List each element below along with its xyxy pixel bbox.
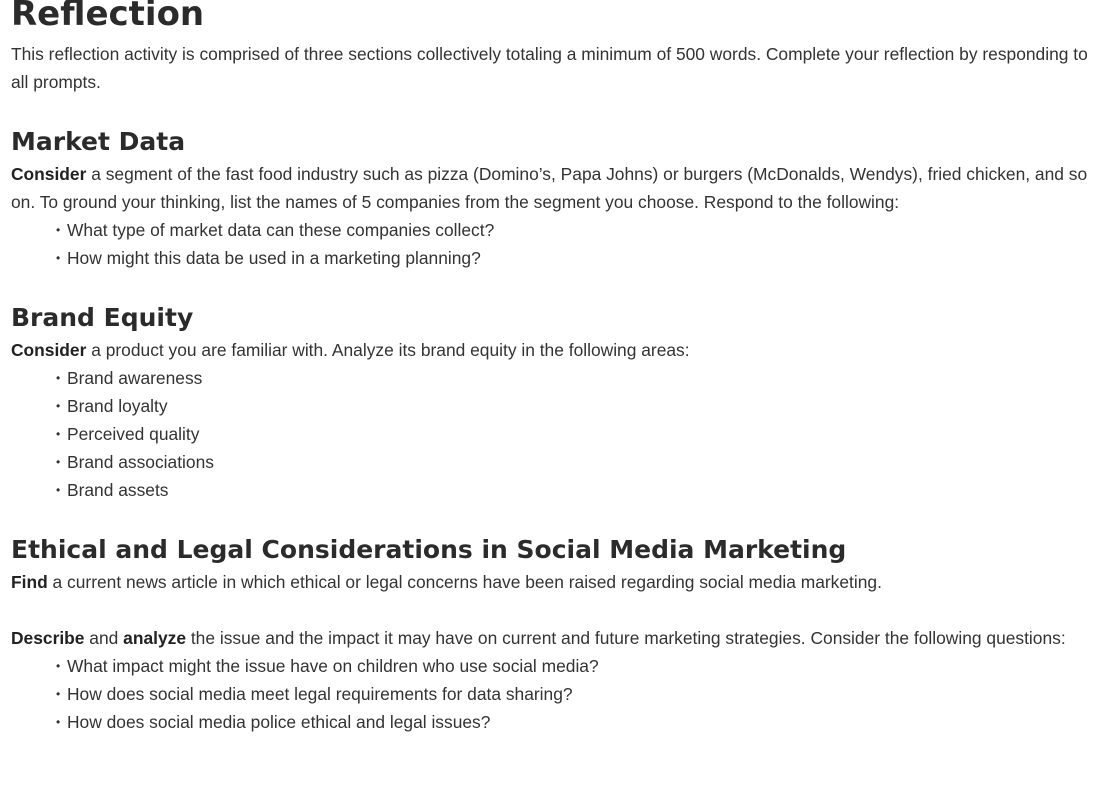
paragraph-text: a segment of the fast food industry such as pizza (Domino’s, Papa Johns) or burgers (McDonalds, Wendys), fried chicken, and so on. To ground your thinking, list the names of 5 companies from the segment you choose. Respond to the following:: [11, 164, 1088, 212]
paragraph-text: and: [84, 628, 124, 648]
section-ethical-legal: [11, 532, 1101, 736]
section-market-data: [11, 124, 1101, 272]
list-item: • What impact might the issue have on children who use social media?: [56, 652, 1101, 680]
bullet-list: [11, 216, 1101, 272]
section-heading: Brand Equity: [11, 303, 194, 332]
list-item: • Brand awareness: [56, 364, 1101, 392]
section-brand-equity: [11, 300, 1101, 504]
intro-paragraph: This reflection activity is comprised of three sections collectively totaling a minimum of 500 words. Complete your reflection by responding to all prompts.: [11, 44, 1088, 92]
paragraph-text: a current news article in which ethical or legal concerns have been raised regarding social media marketing.: [47, 572, 882, 592]
section-heading: Market Data: [11, 127, 186, 156]
bold-keyword: analyze: [123, 628, 186, 648]
list-item: • How does social media meet legal requirements for data sharing?: [56, 680, 1101, 708]
section-paragraph: [11, 336, 1101, 364]
bullet-list: [11, 652, 1101, 736]
section-paragraph: [11, 568, 1101, 596]
list-item: • How might this data be used in a marketing planning?: [56, 244, 1101, 272]
section-paragraph: [11, 160, 1101, 216]
bold-keyword: Find: [11, 572, 48, 592]
list-item: • Brand assets: [56, 476, 1101, 504]
bullet-list: [11, 364, 1101, 504]
bold-keyword: Consider: [11, 164, 87, 184]
list-item: • How does social media police ethical and legal issues?: [56, 708, 1101, 736]
section-paragraph: [11, 624, 1101, 652]
section-heading: Ethical and Legal Considerations in Social Media Marketing: [11, 535, 847, 564]
page-title: Reflection: [11, 0, 205, 34]
list-item: • Brand associations: [56, 448, 1101, 476]
paragraph-text: a product you are familiar with. Analyze its brand equity in the following areas:: [86, 340, 690, 360]
bold-keyword: Describe: [11, 628, 85, 648]
bold-keyword: Consider: [11, 340, 87, 360]
reflection-page: [11, 0, 1101, 736]
list-item: • Perceived quality: [56, 420, 1101, 448]
list-item: • Brand loyalty: [56, 392, 1101, 420]
list-item: • What type of market data can these companies collect?: [56, 216, 1101, 244]
paragraph-text: the issue and the impact it may have on current and future marketing strategies. Consider the following questions:: [186, 628, 1066, 648]
